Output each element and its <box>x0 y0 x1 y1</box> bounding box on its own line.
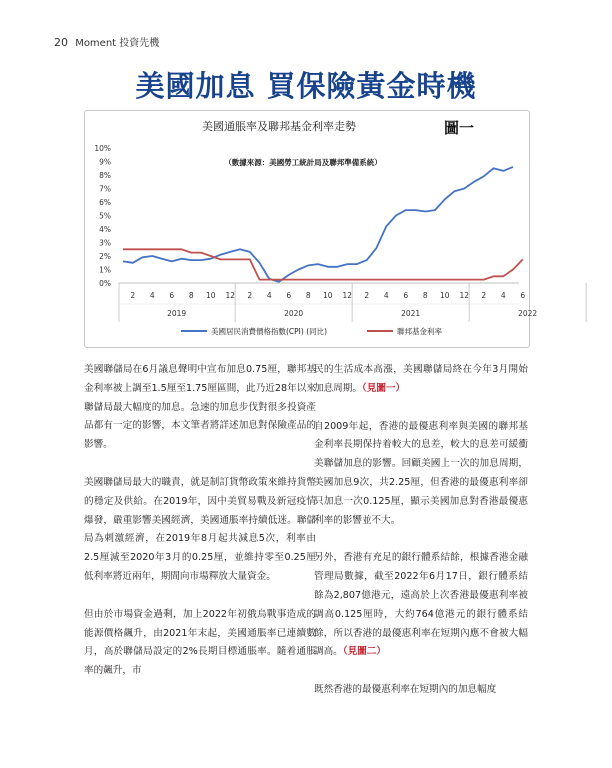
year-label: 2021 <box>401 309 421 318</box>
x-tick-label: 6 <box>286 291 292 300</box>
year-label: 2022 <box>518 309 538 318</box>
x-tick-label: 6 <box>520 291 526 300</box>
y-tick-label: 0% <box>99 279 111 288</box>
x-tick-label: 12 <box>342 291 353 300</box>
x-tick-label: 6 <box>169 291 175 300</box>
y-tick-label: 1% <box>99 265 111 275</box>
y-tick-label: 2% <box>99 252 111 261</box>
chart-title: 美國通脹率及聯邦基金利率走勢 <box>202 120 356 133</box>
x-tick-label: 10 <box>439 291 450 300</box>
cpi-series-line <box>123 167 513 282</box>
x-tick-label: 10 <box>322 291 333 300</box>
paragraph <box>314 549 528 662</box>
x-tick-label: 4 <box>266 291 272 300</box>
left-column <box>84 361 316 700</box>
paragraph: 但由於市場資金過剩，加上2022年初俄烏戰事造成的能源價格飆升，由2021年末起，美國通脹率已連續數月，高於聯儲局設定的2%長期目標通脹率。隨着通脹率的飆升，市 <box>84 608 316 677</box>
y-tick-label: 3% <box>99 238 111 248</box>
right-column <box>314 361 528 719</box>
y-tick-label: 10% <box>94 144 111 153</box>
y-tick-label: 9% <box>99 157 111 167</box>
y-tick-label: 6% <box>99 198 111 207</box>
paragraph: 美國聯儲局最大的職責，就是制訂貨幣政策來維持貨幣的穩定及供給。在2019年，因中美貿易戰及新冠疫情爆發，嚴重影響美國經濟，美國通脹率持續低迷。聯儲局為刺激經濟，在2019年8月起共減息5次，利率由2.5厘減至2020年3月的0.25厘，並維持零至0.25厘低利率將近兩年，期間向市場釋放大量資金。 <box>84 476 316 582</box>
x-tick-label: 2 <box>481 291 487 300</box>
x-tick-label: 4 <box>383 291 389 300</box>
x-tick-label: 2 <box>364 291 370 300</box>
x-tick-label: 2 <box>130 291 136 300</box>
x-tick-label: 12 <box>225 291 236 300</box>
x-tick-label: 4 <box>149 291 155 300</box>
page-number: 20 <box>54 36 68 49</box>
figure-reference[interactable]: （見圖一） <box>361 382 406 394</box>
paragraph: 美國聯儲局在6月議息聲明中宣布加息0.75厘，聯邦基金利率被上調至1.5厘至1.75厘區間，此乃近28年以來聯儲局最大幅度的加息。急速的加息步伐對很多投資產品都有一定的影響，本文筆者將詳述加息對保險產品的影響。 <box>84 364 316 451</box>
paragraph-text: 另外，香港有充足的銀行體系結餘，根據香港金融管理局數據，截至2022年6月17日，銀行體系結餘為2,807億港元，遠高於上次香港最優惠利率被調高0.125厘時，大約764億港元的銀行體系結餘，所以香港的最優惠利率在短期內應不會被大幅調高。 <box>314 552 528 658</box>
y-tick-label: 5% <box>99 211 111 221</box>
paragraph: 既然香港的最優惠利率在短期內的加息幅度 <box>314 684 497 696</box>
year-label: 2019 <box>167 309 187 318</box>
x-tick-label: 6 <box>403 291 409 300</box>
paragraph <box>314 361 528 399</box>
x-tick-label: 8 <box>305 291 311 300</box>
figure-reference[interactable]: （見圖二） <box>342 646 386 658</box>
publication-name: Moment 投資先機 <box>75 38 160 49</box>
article-title: 美國加息 買保險黃金時機 <box>135 69 477 103</box>
x-tick-label: 8 <box>422 291 428 300</box>
x-tick-label: 8 <box>188 291 194 300</box>
chart-svg <box>85 111 538 347</box>
y-tick-label: 8% <box>99 171 111 180</box>
page-header <box>54 34 159 49</box>
paragraph: 自2009年起，香港的最優惠利率與美國的聯邦基金利率長期保持着較大的息差，較大的息差可緩衝美聯儲加息的影響。回顧美國上一次的加息周期，美國加息9次，共2.25厘，但香港的最優惠利率卻只加息一次0.125厘，顯示美國加息對香港最優惠利率的影響並不大。 <box>314 420 528 526</box>
x-tick-label: 4 <box>500 291 506 300</box>
chart-subtitle: （數據來源：美國勞工統計局及聯邦準備系統） <box>224 158 382 167</box>
x-tick-label: 2 <box>247 291 253 300</box>
figure-label: 圖一 <box>443 119 475 137</box>
x-tick-label: 10 <box>205 291 216 300</box>
legend-label-fed-rate: 聯邦基金利率 <box>397 327 442 336</box>
chart-figure <box>84 110 538 348</box>
fed-rate-series-line <box>123 249 523 279</box>
paragraph-text: 民的生活成本高漲，美國聯儲局終在今年3月開始加息周期。 <box>314 364 528 394</box>
y-tick-label: 7% <box>99 184 111 194</box>
legend-label-cpi: 美國居民消費價格指數(CPI) (同比) <box>211 327 328 336</box>
y-tick-label: 4% <box>99 225 111 234</box>
x-tick-label: 12 <box>459 291 470 300</box>
year-label: 2020 <box>284 309 304 318</box>
